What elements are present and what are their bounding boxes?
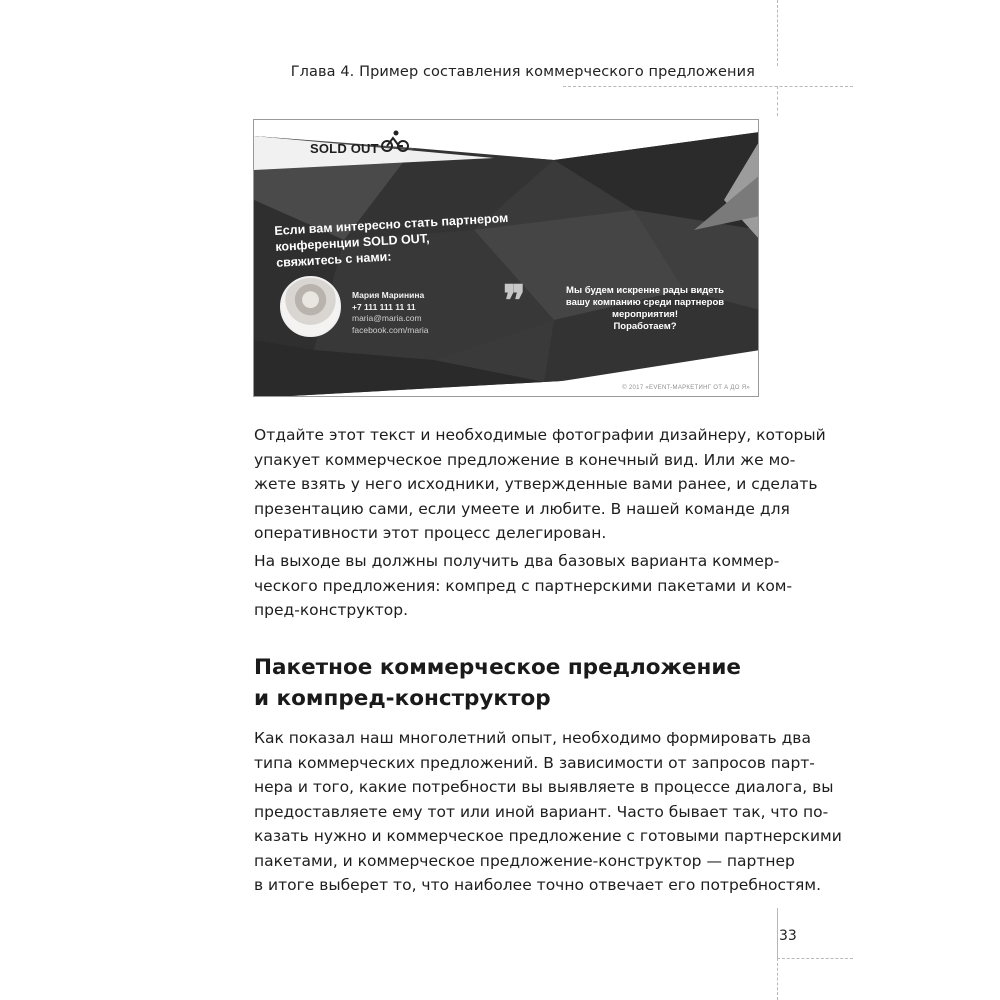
crop-guide-footer-line [777,958,853,959]
text-line: На выходе вы должны получить два базовых варианта коммер- [254,552,780,570]
cta-line: конференции SOLD OUT, [274,231,430,254]
quote-line: мероприятия! [611,309,679,320]
text-line: пред-конструктор. [254,601,409,619]
text-line: оперативности этот процесс делегирован. [254,524,607,542]
crop-guide-top [777,0,778,66]
contact-avatar [280,276,341,337]
contact-phone: +7 111 111 11 11 [352,301,416,312]
text-line: предоставляете ему тот или иной вариант. Часто бывает так, что по- [254,802,829,821]
page-number: 33 [779,928,797,944]
crop-guide-footer [777,908,778,958]
slide-image [253,119,759,397]
crop-guide-header-right [777,86,778,116]
crop-guide-header [563,86,853,87]
text-line: ческого предложения: компред с партнерскими пакетами и ком- [254,576,793,595]
contact-name: Мария Маринина [352,290,425,300]
text-line: презентацию сами, если умеете и любите. В нашей команде для [254,499,790,518]
paragraph-3 [254,726,842,898]
text-line: Как показал наш многолетний опыт, необходимо формировать два [254,729,811,747]
quote-line: Мы будем искренне рады видеть [566,285,724,296]
heading-line: и компред-конструктор [254,686,551,711]
cta-line: свяжитесь с нами: [275,249,392,270]
text-line: типа коммерческих предложений. В зависимости от запросов парт- [254,753,815,772]
section-heading [254,652,760,714]
text-line: Отдайте этот текст и необходимые фотографии дизайнеру, который [254,426,826,444]
running-head: Глава 4. Пример составления коммерческого предложения [290,64,755,80]
slide-logo: SOLD OUT [310,141,379,156]
slide-quote [535,285,755,333]
text-line: казать нужно и коммерческое предложение с готовыми партнерскими [254,827,842,845]
cta-line: Если вам интересно стать партнером [274,210,509,238]
heading-line: Пакетное коммерческое предложение [254,655,742,680]
paragraph-2 [254,549,793,623]
text-line: нера и того, какие потребности вы выявляете в процессе диалога, вы [254,778,834,796]
text-line: жете взять у него исходники, утвержденные вами ранее, и сделать [254,475,818,493]
quote-line: Поработаем? [613,321,677,332]
slide-copyright: © 2017 «EVENT-МАРКЕТИНГ ОТ А ДО Я» [622,385,750,391]
text-line: в итоге выберет то, что наиболее точно отвечает его потребностям. [254,876,821,894]
paragraph-1 [254,423,826,546]
quote-line: вашу компанию среди партнеров [565,297,725,308]
text-line: пакетами, и коммерческое предложение-конструктор — партнер [254,851,795,870]
contact-info [352,290,429,336]
contact-email: maria@maria.com [352,313,422,323]
contact-social: facebook.com/maria [352,324,429,335]
crop-guide-bottom [777,958,778,1000]
quote-icon: ❞ [503,276,526,325]
text-line: упакует коммерческое предложение в конечный вид. Или же мо- [254,450,796,469]
bicycle-icon [380,129,410,153]
